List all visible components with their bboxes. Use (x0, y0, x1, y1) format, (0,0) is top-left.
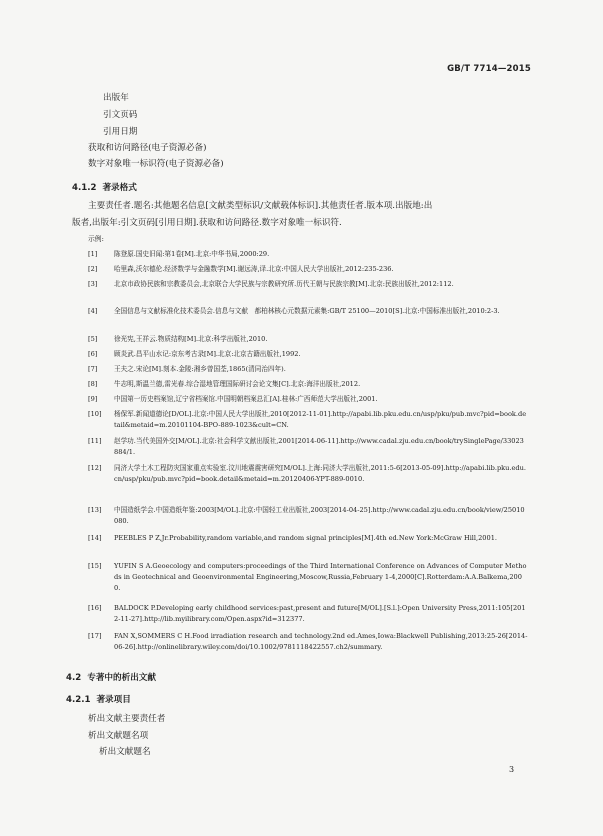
reference-text: 赵学功.当代美国外交[M/OL].北京:社会科学文献出版社,2001[2014-06-11].http://www.cadal.zju.edu.cn/book/trySinglePage/33023884/1. (114, 437, 524, 456)
list-item: 引用日期 (103, 127, 138, 137)
section-number: 4.2.1 (66, 695, 91, 705)
reference-number: [7] (88, 365, 98, 373)
reference-item (88, 279, 528, 290)
reference-number: [16] (88, 604, 102, 612)
reference-text: PEEBLES P Z,Jr.Probability,random variable,and random signal principles[M].4th ed.New York:McGraw Hill,2001. (114, 534, 497, 542)
reference-number: [17] (88, 632, 102, 640)
example-label: 示例: (88, 235, 104, 243)
reference-text: 哈里森,沃尔德伦.经济数学与金融数学[M].谢远涛,译.北京:中国人民大学出版社,2012:235-236. (114, 265, 394, 273)
reference-number: [6] (88, 350, 98, 358)
section-heading-4-1-2 (72, 181, 137, 193)
reference-number: [2] (88, 265, 98, 273)
reference-text: 牛志明,斯温兰德,雷光春.综合湿地管理国际研讨会论文集[C].北京:海洋出版社,2012. (114, 380, 361, 388)
reference-item (88, 631, 528, 653)
list-item: 出版年 (103, 93, 129, 103)
list-item: 获取和访问路径(电子资源必备) (88, 143, 207, 153)
reference-number: [10] (88, 410, 102, 418)
reference-text: 顾炎武.昌平山水记:京东考古录[M].北京:北京古籍出版社,1992. (114, 350, 301, 358)
list-item: 析出文献题名项 (88, 731, 149, 741)
reference-item (88, 364, 528, 375)
list-item: 引文页码 (103, 110, 138, 120)
reference-number: [11] (88, 437, 102, 445)
reference-text: 中国造纸学会.中国造纸年鉴:2003[M/OL].北京:中国轻工业出版社,2003[2014-04-25].http://www.cadal.zju.edu.cn/book/view/25010080. (114, 506, 525, 525)
reference-item (88, 334, 528, 345)
format-paragraph-line: 版者,出版年:引文页码[引用日期].获取和访问路径.数字对象唯一标识符. (72, 218, 342, 228)
reference-item (88, 603, 528, 625)
reference-text: 王夫之.宋论[M].刻本.金陵:湘乡曾国荃,1865(清同治四年). (114, 365, 286, 373)
reference-item (88, 436, 528, 458)
format-paragraph-line: 主要责任者.题名:其他题名信息[文献类型标识/文献载体标识].其他责任者.版本项.出版地:出 (88, 201, 433, 211)
reference-item (88, 505, 528, 527)
reference-item (88, 533, 528, 544)
reference-number: [12] (88, 464, 102, 472)
reference-text: 全国信息与文献标准化技术委员会.信息与文献 都柏林核心元数据元素集:GB/T 25100—2010[S].北京:中国标准出版社,2010:2-3. (114, 307, 500, 315)
reference-number: [4] (88, 307, 98, 315)
reference-item (88, 394, 528, 405)
reference-number: [15] (88, 562, 102, 570)
reference-number: [14] (88, 534, 102, 542)
reference-text: FAN X,SOMMERS C H.Food irradiation research and technology.2nd ed.Ames,Iowa:Blackwell Publishing,2013:25-26[2014-06-26].http://onlinelibrary.wiley.com/doi/10.1002/9781118422557.ch2/summary. (114, 632, 528, 651)
section-title: 专著中的析出文献 (87, 673, 156, 683)
section-heading-4-2-1 (66, 693, 131, 705)
reference-number: [13] (88, 506, 102, 514)
reference-text: 同济大学土木工程防灾国家重点实验室.汶川地震震害研究[M/OL].上海:同济大学出版社,2011:5-6[2013-05-09].http://apabi.lib.pku.edu.cn/usp/pku/pub.mvc?pid=book.detail&metaid=m.20120406-YPT-889-0010. (114, 464, 526, 483)
page-number: 3 (509, 765, 515, 774)
section-heading-4-2 (66, 671, 156, 683)
reference-text: 杨保军.新闻道德论[D/OL].北京:中国人民大学出版社,2010[2012-11-01].http://apabi.lib.pku.edu.cn/usp/pku/pub.mvc?pid=book.detail&metaid=m.20101104-BPO-889-1023&cult=CN. (114, 410, 527, 429)
reference-item (88, 249, 528, 260)
standard-code-header: GB/T 7714—2015 (447, 64, 531, 74)
reference-text: 陈登原.国史旧闻:第1卷[M].北京:中华书局,2000:29. (114, 250, 270, 258)
list-item: 数字对象唯一标识符(电子资源必备) (88, 159, 224, 169)
reference-item (88, 463, 528, 485)
reference-number: [3] (88, 280, 98, 288)
reference-item (88, 379, 528, 390)
reference-text: 徐光宪,王祥云.物质结构[M].北京:科学出版社,2010. (114, 335, 268, 343)
reference-text: 北京市政协民族和宗教委员会,北京联合大学民族与宗教研究所.历代王朝与民族宗教[M].北京:民族出版社,2012:112. (114, 280, 454, 288)
reference-item (88, 306, 528, 317)
reference-number: [5] (88, 335, 98, 343)
reference-number: [8] (88, 380, 98, 388)
section-title: 著录格式 (102, 183, 137, 193)
reference-text: 中国第一历史档案馆,辽宁省档案馆.中国明朝档案总汇[A].桂林:广西师范大学出版社,2001. (114, 395, 378, 403)
section-number: 4.1.2 (72, 183, 97, 193)
reference-item (88, 349, 528, 360)
reference-number: [1] (88, 250, 98, 258)
reference-text: BALDOCK P.Developing early childhood services:past,present and future[M/OL].[S.l.]:Open University Press,2011:105[2012-11-27].http://lib.myilibrary.com/Open.aspx?id=312377. (114, 604, 526, 623)
reference-text: YUFIN S A.Geoecology and computers:proceedings of the Third International Conference on Advances of Computer Methods in Geotechnical and Geoenvironmental Engineering,Moscow,Russia,February 1-4,2000[C].Rotterdam:A.A.Balkema,2000. (114, 562, 527, 592)
reference-number: [9] (88, 395, 98, 403)
section-number: 4.2 (66, 673, 82, 683)
reference-item (88, 561, 528, 594)
reference-item (88, 264, 528, 275)
section-title: 著录项目 (96, 695, 131, 705)
list-item: 析出文献主要责任者 (88, 714, 166, 724)
reference-item (88, 409, 528, 431)
list-item: 析出文献题名 (99, 747, 151, 757)
